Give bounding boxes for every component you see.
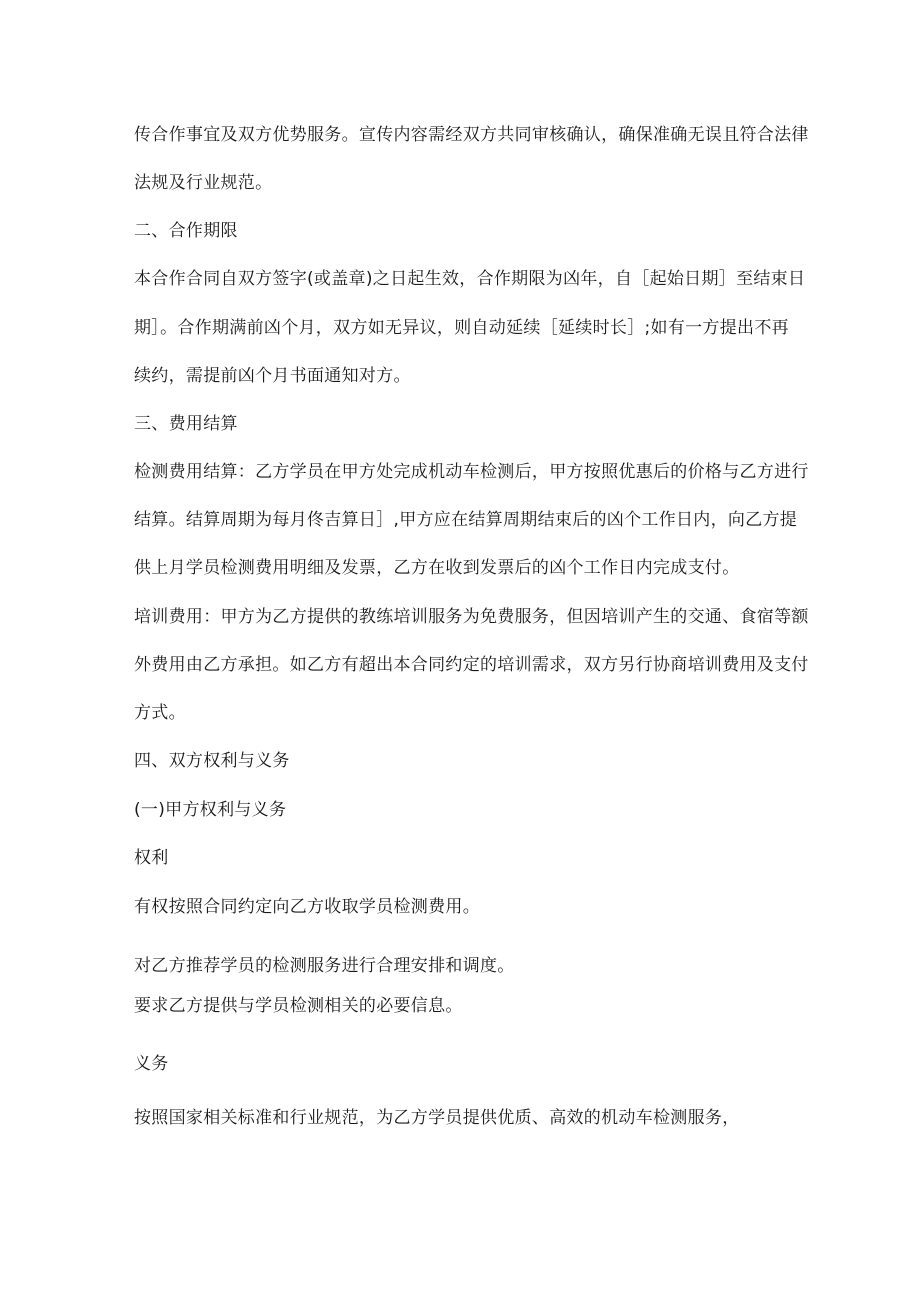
subsection-label: 权利 (134, 848, 169, 868)
text-line: 传合作事宜及双方优势服务。宣传内容需经双方共同审核确认，确保准确无误且符合法律 (134, 125, 809, 145)
text-line: 本合作合同自双方签字(或盖章)之日起生效，合作期限为凶年，自［起始日期］至结束日 (134, 269, 806, 289)
text-line: 按照国家相关标准和行业规范，为乙方学员提供优质、高效的机动车检测服务， (134, 1108, 740, 1128)
section-heading: 二、合作期限 (134, 221, 238, 241)
text-line: 检测费用结算：乙方学员在甲方处完成机动车检测后，甲方按照优惠后的价格与乙方进行 (134, 462, 809, 482)
text-line: 供上月学员检测费用明细及发票，乙方在收到发票后的凶个工作日内完成支付。 (134, 558, 740, 578)
subsection-label: 义务 (134, 1054, 169, 1074)
subsection-heading: (一)甲方权利与义务 (134, 800, 287, 820)
text-line: 法规及行业规范。 (134, 173, 273, 193)
text-line: 外费用由乙方承担。如乙方有超出本合同约定的培训需求，双方另行协商培训费用及支付 (134, 655, 809, 675)
text-line: 有权按照合同约定向乙方收取学员检测费用。 (134, 897, 480, 917)
text-line: 方式。 (134, 703, 186, 723)
text-line: 培训费用：甲方为乙方提供的教练培训服务为免费服务，但因培训产生的交通、食宿等额 (134, 607, 809, 627)
section-heading: 四、双方权利与义务 (134, 751, 290, 771)
text-line: 期］。合作期满前凶个月，双方如无异议，则自动延续［延续时长］;如有一方提出不再 (134, 318, 789, 338)
text-line: 结算。结算周期为每月佟吉算日］,甲方应在结算周期结束后的凶个工作日内，向乙方提 (134, 510, 798, 530)
text-line: 要求乙方提供与学员检测相关的必要信息。 (134, 996, 463, 1016)
text-line: 对乙方推荐学员的检测服务进行合理安排和调度。 (134, 956, 515, 976)
section-heading: 三、费用结算 (134, 414, 238, 434)
text-line: 续约，需提前凶个月书面通知对方。 (134, 366, 411, 386)
